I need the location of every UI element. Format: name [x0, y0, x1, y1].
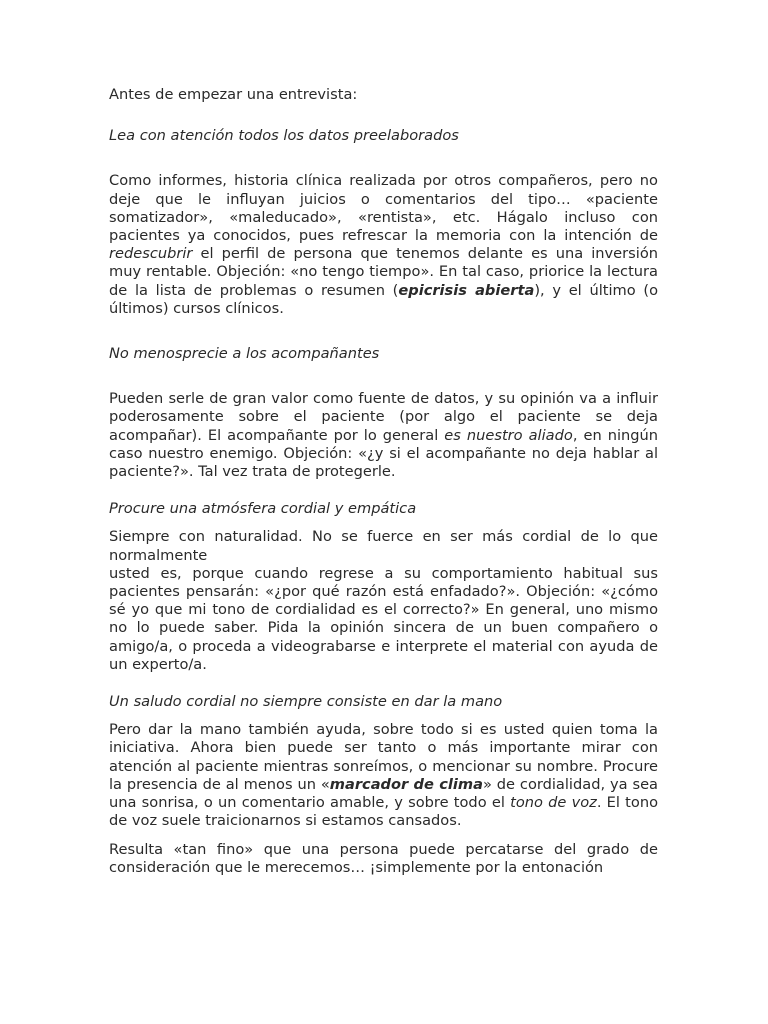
text-segment: Pero dar la mano también ayuda, sobre todo si es usted quien toma la iniciativa. Ahora bien puede ser tanto o más importante mirar con atención al paciente mientras sonreímos, o mencionar su nombre. Procure la presencia de al menos un « [109, 721, 658, 793]
paragraph-atmosfera [109, 528, 658, 674]
paragraph-saludo [109, 721, 658, 830]
section-heading-atmosfera: Procure una atmósfera cordial y empática [109, 500, 417, 518]
text-segment: , en ningún caso nuestro enemigo. Objeción: «¿y si el acompañante no deja hablar al paciente?». Tal vez trata de protegerle. [109, 426, 659, 481]
text-segment: Como informes, historia clínica realizada por otros compañeros, pero no deje que le influyan juicios o comentarios del tipo… «paciente somatizador», «maleducado», «rentista», etc. Hágalo incluso con pacientes ya conocidos, pues refrescar la memoria con la intención de [109, 172, 658, 245]
paragraph-acompanantes [109, 390, 658, 481]
text-segment: ), y el último (o últimos) cursos clínicos. [109, 281, 659, 317]
paragraph-datos [109, 172, 658, 318]
text-segment: . El tono de voz suele traicionarnos si estamos cansados. [109, 794, 659, 830]
text-segment: Pueden serle de gran valor como fuente de datos, y su opinión va a influir poderosamente sobre el paciente (por algo el paciente se deja acompañar). El acompañante por lo general [109, 390, 658, 444]
emphasis-aliado: es nuestro aliado [444, 426, 573, 444]
paragraph-entonacion: Resulta «tan fino» que una persona puede percatarse del grado de consideración que le merecemos… ¡simplemente por la entonación [109, 840, 658, 876]
text-line: Siempre con naturalidad. No se fuerce en ser más cordial de lo que normalmente [109, 528, 658, 564]
text-segment: » de cordialidad, ya sea una sonrisa, o un comentario amable, y sobre todo el [109, 775, 658, 812]
intro-line: Antes de empezar una entrevista: [109, 86, 358, 103]
text-segment: el perfil de persona que tenemos delante es una inversión muy rentable. Objeción: «no tengo tiempo». En tal caso, priorice la lectura de la lista de problemas o resumen ( [109, 245, 658, 299]
document-page [109, 86, 658, 904]
bold-epicrisis: epicrisis abierta [398, 281, 535, 299]
bold-marcador: marcador de clima [329, 775, 483, 793]
text-segment: usted es, porque cuando regrese a su comportamiento habitual sus pacientes pensarán: «¿por qué razón está enfadado?». Objeción: «¿cómo sé yo que mi tono de cordialidad es el correcto?» En general, uno mismo no lo puede saber. Pida la opinión sincera de un buen compañero o amigo/a, o proceda a videograbarse e interprete el material con ayuda de un experto/a. [109, 564, 658, 673]
section-heading-saludo: Un saludo cordial no siempre consiste en dar la mano [109, 693, 503, 711]
section-heading-acompanantes: No menosprecie a los acompañantes [109, 345, 380, 363]
emphasis-redescubrir: redescubrir [109, 245, 193, 263]
section-heading-datos: Lea con atención todos los datos preelaborados [109, 127, 459, 145]
emphasis-tono: tono de voz [510, 794, 597, 812]
